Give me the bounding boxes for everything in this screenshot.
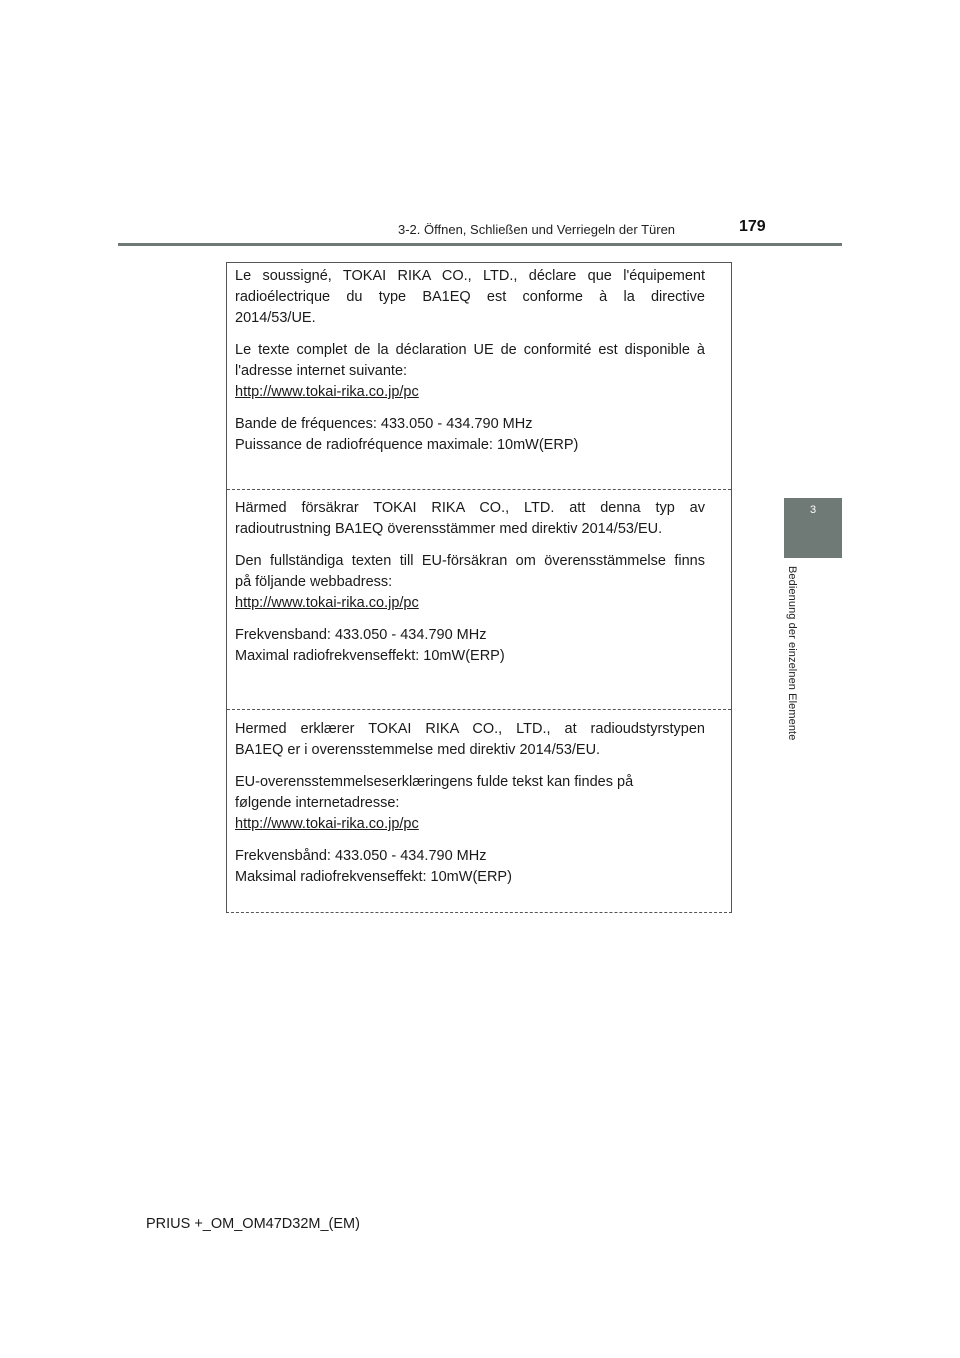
fulltext-line: følgende internetadresse: [235,795,400,811]
max-power: Maximal radiofrekvenseffekt: 10mW(ERP) [235,648,505,664]
section-title: 3-2. Öffnen, Schließen und Verriegeln der Türen [398,222,676,237]
declaration-statement [235,719,705,761]
declaration-statement [235,498,705,540]
conformity-url-link[interactable]: http://www.tokai-rika.co.jp/pc [235,595,419,611]
radio-specs [235,625,705,667]
declaration-line: radioutrustning BA1EQ överensstämmer med direktiv 2014/53/EU. [235,521,663,537]
frequency-band: Bande de fréquences: 433.050 - 434.790 MHz [235,416,533,432]
fulltext-line: på följande webbadress: [235,574,393,590]
document-code: PRIUS +_OM_OM47D32M_(EM) [146,1216,360,1232]
page-number: 179 [739,218,766,235]
max-power: Maksimal radiofrekvenseffekt: 10mW(ERP) [235,869,512,885]
frequency-band: Frekvensbånd: 433.050 - 434.790 MHz [235,848,487,864]
declaration-line: BA1EQ er i overensstemmelse med direktiv 2014/53/EU. [235,742,601,758]
frequency-band: Frekvensband: 433.050 - 434.790 MHz [235,627,487,643]
chapter-tab [784,498,842,558]
declaration-section-french [227,263,731,489]
fulltext-line: Den fullständiga texten till EU-försäkran om överensstämmelse finns [235,553,705,569]
declaration-box [226,262,732,913]
max-power: Puissance de radiofréquence maximale: 10mW(ERP) [235,437,579,453]
header-rule [118,243,842,246]
chapter-title: Bedienung der einzelnen Elemente [786,566,798,741]
conformity-url-link[interactable]: http://www.tokai-rika.co.jp/pc [235,816,419,832]
fulltext-statement [235,551,705,614]
declaration-line: Härmed försäkrar TOKAI RIKA CO., LTD. att denna typ av [235,500,705,516]
fulltext-line: l'adresse internet suivante: [235,363,408,379]
declaration-section-danish [227,709,731,912]
fulltext-line: EU-overensstemmelseserklæringens fulde tekst kan findes på [235,774,634,790]
conformity-url-link[interactable]: http://www.tokai-rika.co.jp/pc [235,384,419,400]
radio-specs [235,414,705,456]
fulltext-statement [235,340,705,403]
fulltext-line: Le texte complet de la déclaration UE de conformité est disponible à [235,342,705,358]
declaration-statement [235,266,705,329]
declaration-line: 2014/53/UE. [235,310,316,326]
chapter-number: 3 [809,504,817,516]
fulltext-statement [235,772,705,835]
declaration-line: Le soussigné, TOKAI RIKA CO., LTD., déclare que l'équipement [235,268,705,284]
declaration-line: radioélectrique du type BA1EQ est conforme à la directive [235,289,705,305]
declaration-line: Hermed erklærer TOKAI RIKA CO., LTD., at radioudstyrstypen [235,721,705,737]
radio-specs [235,846,705,888]
declaration-section-swedish [227,489,731,709]
